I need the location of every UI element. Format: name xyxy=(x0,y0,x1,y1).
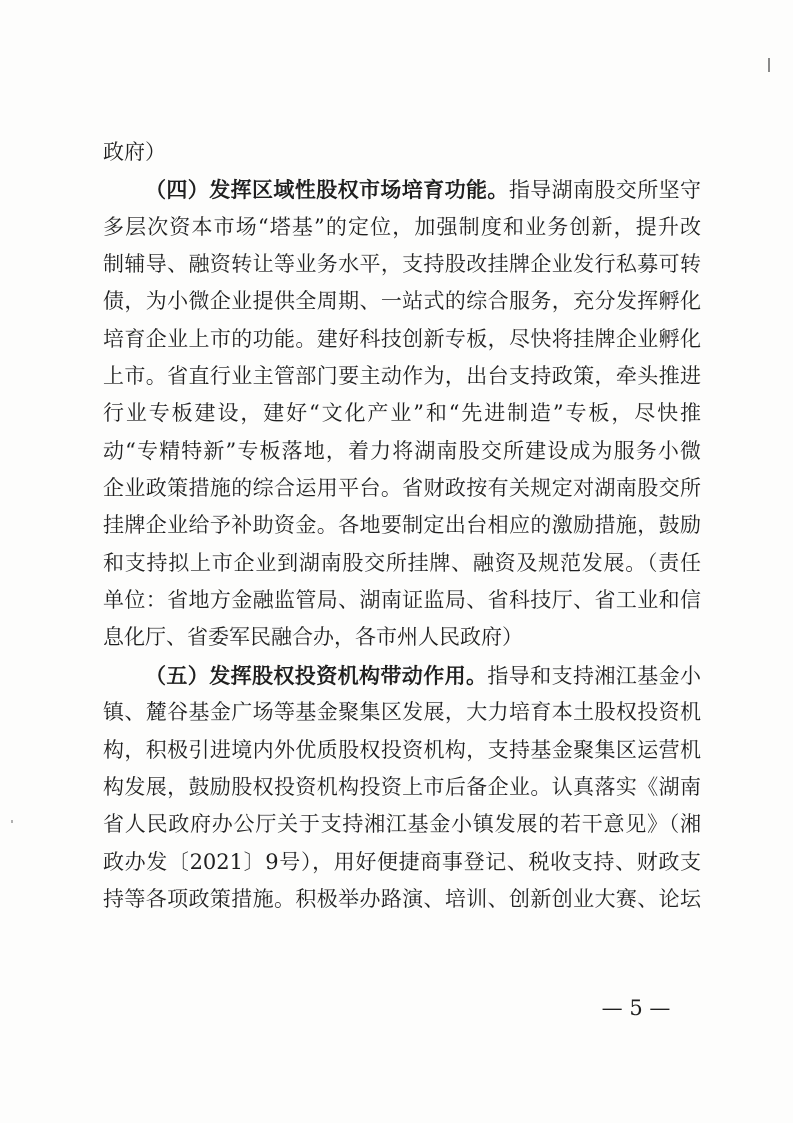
line-text: 指导和支持湘江基金小 xyxy=(487,663,702,688)
text-line xyxy=(103,507,701,544)
text-line xyxy=(103,246,701,283)
section-heading-line xyxy=(103,657,701,694)
text-line xyxy=(103,209,701,246)
line-text: 企业政策措施的综合运用平台。省财政按有关规定对湖南股交所 xyxy=(103,476,701,501)
text-line xyxy=(103,395,701,432)
line-text: 省人民政府办公厅关于支持湘江基金小镇发展的若干意见》（湘 xyxy=(103,812,701,837)
text-line xyxy=(103,134,701,171)
text-line xyxy=(103,433,701,470)
line-text: 镇、麓谷基金广场等基金聚集区发展，大力培育本土股权投资机 xyxy=(103,700,701,725)
line-text: 挂牌企业给予补助资金。各地要制定出台相应的激励措施，鼓励 xyxy=(103,513,701,538)
line-text: 单位：省地方金融监管局、湖南证监局、省科技厅、省工业和信 xyxy=(103,588,701,613)
line-text: 制辅导、融资转让等业务水平，支持股改挂牌企业发行私募可转 xyxy=(103,252,701,277)
text-line xyxy=(103,844,701,881)
line-text: 政府） xyxy=(103,140,166,164)
line-text: 构，积极引进境内外优质股权投资机构，支持基金聚集区运营机 xyxy=(103,737,701,762)
page-number: — 5 — xyxy=(601,996,671,1020)
text-line xyxy=(103,619,701,656)
text-line xyxy=(103,582,701,619)
text-line xyxy=(103,732,701,769)
line-text: 动“专精特新”专板落地，着力将湖南股交所建设成为服务小微 xyxy=(103,438,701,463)
text-line xyxy=(103,881,701,918)
line-text: 培育企业上市的功能。建好科技创新专板，尽快将挂牌企业孵化 xyxy=(103,326,701,351)
section-heading-line xyxy=(103,171,701,208)
line-text: 行业专板建设，建好“文化产业”和“先进制造”专板，尽快推 xyxy=(103,401,701,426)
document-body xyxy=(103,134,701,918)
section-heading-4: （四）发挥区域性股权市场培育功能。 xyxy=(145,177,509,203)
text-line xyxy=(103,545,701,582)
text-line xyxy=(103,358,701,395)
text-line xyxy=(103,694,701,731)
line-text: 政办发〔2021〕9号），用好便捷商事登记、税收支持、财政支 xyxy=(103,849,701,874)
line-text: 债，为小微企业提供全周期、一站式的综合服务，充分发挥孵化 xyxy=(103,289,701,314)
text-line xyxy=(103,321,701,358)
text-line xyxy=(103,769,701,806)
line-text: 息化厅、省委军民融合办，各市州人民政府） xyxy=(103,625,523,650)
line-text: 上市。省直行业主管部门要主动作为，出台支持政策，牵头推进 xyxy=(103,364,701,389)
line-text: 指导湖南股交所坚守 xyxy=(508,178,702,203)
line-text: 构发展，鼓励股权投资机构投资上市后备企业。认真落实《湖南 xyxy=(103,774,701,799)
line-text: 多层次资本市场“塔基”的定位，加强制度和业务创新，提升改 xyxy=(103,214,701,239)
text-line xyxy=(103,470,701,507)
text-line xyxy=(103,283,701,320)
scan-dot xyxy=(11,820,13,823)
line-text: 持等各项政策措施。积极举办路演、培训、创新创业大赛、论坛 xyxy=(103,886,701,911)
section-heading-5: （五）发挥股权投资机构带动作用。 xyxy=(145,662,488,688)
text-line xyxy=(103,806,701,843)
line-text: 和支持拟上市企业到湖南股交所挂牌、融资及规范发展。（责任 xyxy=(103,550,701,575)
scan-mark xyxy=(768,58,770,72)
